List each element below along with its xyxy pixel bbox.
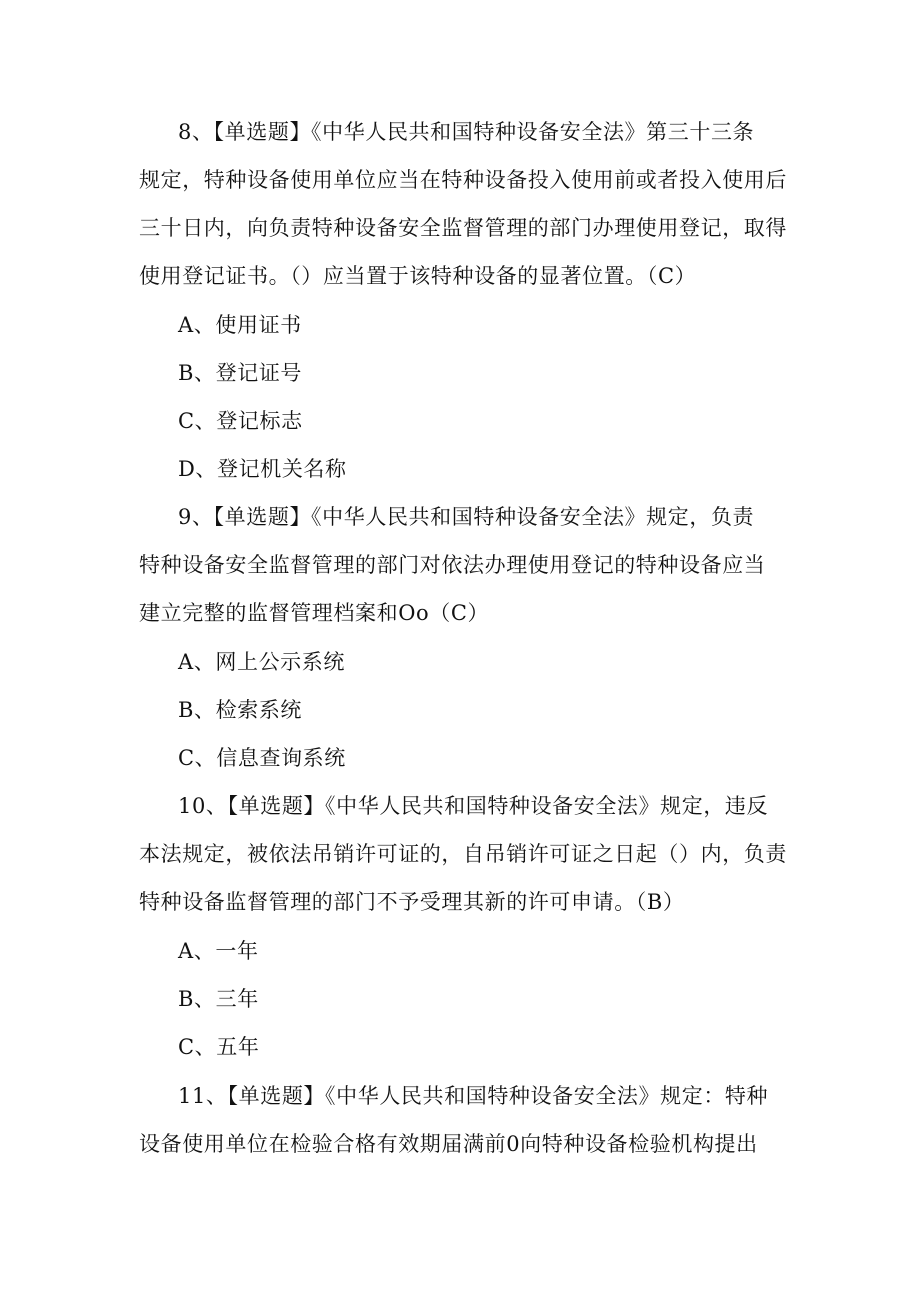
question-8-option-b: B、登记证号 — [178, 361, 303, 385]
question-10-option-b: B、三年 — [178, 987, 259, 1011]
question-8-line-4: 使用登记证书。（）应当置于该特种设备的显著位置。（C） — [139, 264, 697, 288]
question-11-line-2: 设备使用单位在检验合格有效期届满前0向特种设备检验机构提出 — [139, 1132, 758, 1156]
question-10-option-a: A、一年 — [178, 939, 259, 963]
question-9-option-a: A、网上公示系统 — [178, 650, 345, 674]
question-11-line-1: 11、【单选题】《中华人民共和国特种设备安全法》规定：特种 — [178, 1084, 769, 1108]
question-8-option-d: D、登记机关名称 — [178, 457, 347, 481]
question-8-option-c: C、登记标志 — [178, 409, 303, 433]
question-10-line-1: 10、【单选题】《中华人民共和国特种设备安全法》规定，违反 — [178, 794, 769, 818]
question-9-line-3: 建立完整的监督管理档案和Oo（C） — [139, 601, 490, 625]
question-9-option-b: B、检索系统 — [178, 698, 303, 722]
question-8-option-a: A、使用证书 — [178, 313, 302, 337]
question-9-line-1: 9、【单选题】《中华人民共和国特种设备安全法》规定，负责 — [178, 505, 755, 529]
question-9-line-2: 特种设备安全监督管理的部门对依法办理使用登记的特种设备应当 — [139, 553, 766, 577]
question-9-option-c: C、信息查询系统 — [178, 746, 346, 770]
question-8-line-1: 8、【单选题】《中华人民共和国特种设备安全法》第三十三条 — [178, 120, 755, 144]
question-10-option-c: C、五年 — [178, 1035, 260, 1059]
question-8-line-2: 规定，特种设备使用单位应当在特种设备投入使用前或者投入使用后 — [139, 168, 787, 192]
question-8-line-3: 三十日内，向负责特种设备安全监督管理的部门办理使用登记，取得 — [139, 216, 787, 240]
question-10-line-3: 特种设备监督管理的部门不予受理其新的许可申请。（B） — [139, 890, 685, 914]
question-10-line-2: 本法规定，被依法吊销许可证的，自吊销许可证之日起（）内，负责 — [139, 842, 787, 866]
